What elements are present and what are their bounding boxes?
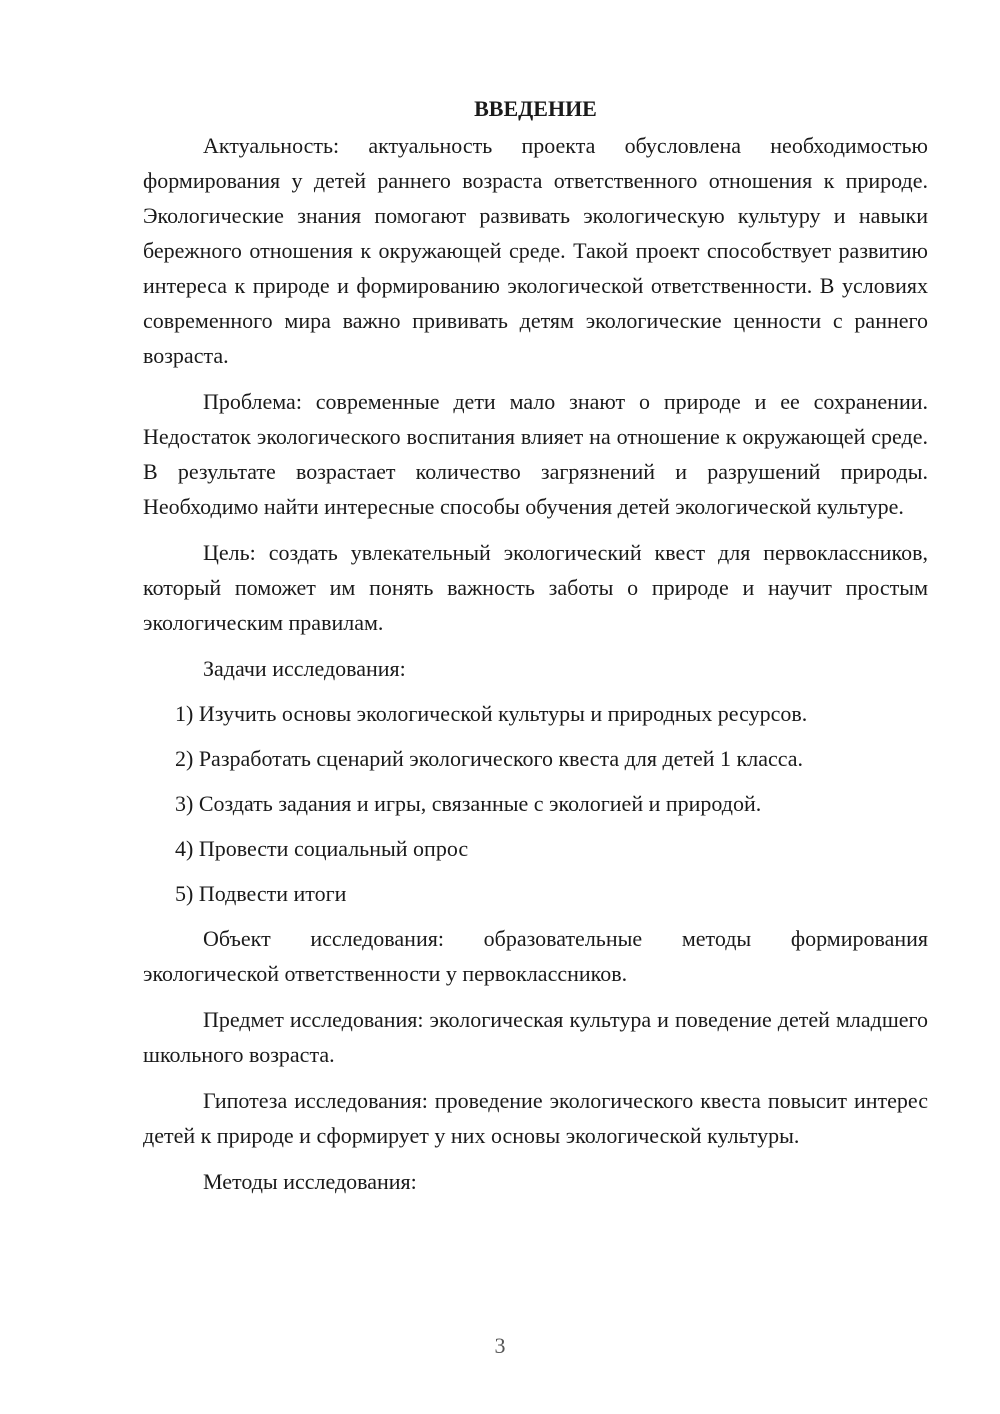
subject-paragraph: Предмет исследования: экологическая культура и поведение детей младшего школьного возраста. (143, 1007, 928, 1067)
document-page (143, 94, 928, 1209)
tasks-heading: Задачи исследования: (203, 656, 406, 681)
tasks-list (143, 696, 928, 911)
task-item-3: 3) Создать задания и игры, связанные с экологией и природой. (175, 791, 762, 816)
relevance-paragraph: Актуальность: актуальность проекта обусловлена необходимостью формирования у детей раннего возраста ответственного отношения к природе. Экологические знания помогают развивать экологическую культуру и навыки бережного отношения к окружающей среде. Такой проект способствует развитию интереса к природе и формированию экологической ответственности. В условиях современного мира важно прививать детям экологические ценности с раннего возраста. (143, 133, 928, 368)
goal-paragraph: Цель: создать увлекательный экологический квест для первоклассников, который поможет им понять важность заботы о природе и научит простым экологическим правилам. (143, 540, 928, 635)
task-item-1: 1) Изучить основы экологической культуры и природных ресурсов. (175, 701, 808, 726)
page-number: 3 (494, 1333, 506, 1358)
document-title: ВВЕДЕНИЕ (474, 96, 597, 121)
task-item-5: 5) Подвести итоги (175, 881, 347, 906)
task-item-4: 4) Провести социальный опрос (175, 836, 469, 861)
problem-paragraph: Проблема: современные дети мало знают о природе и ее сохранении. Недостаток экологического воспитания влияет на отношение к окружающей среде. В результате возрастает количество загрязнений и разрушений природы. Необходимо найти интересные способы обучения детей экологической культуре. (143, 389, 928, 519)
methods-heading: Методы исследования: (203, 1169, 417, 1194)
hypothesis-paragraph: Гипотеза исследования: проведение экологического квеста повысит интерес детей к природе и сформирует у них основы экологической культуры. (143, 1088, 928, 1148)
object-paragraph: Объект исследования: образовательные методы формирования экологической ответственности у первоклассников. (143, 926, 928, 986)
task-item-2: 2) Разработать сценарий экологического квеста для детей 1 класса. (175, 746, 804, 771)
